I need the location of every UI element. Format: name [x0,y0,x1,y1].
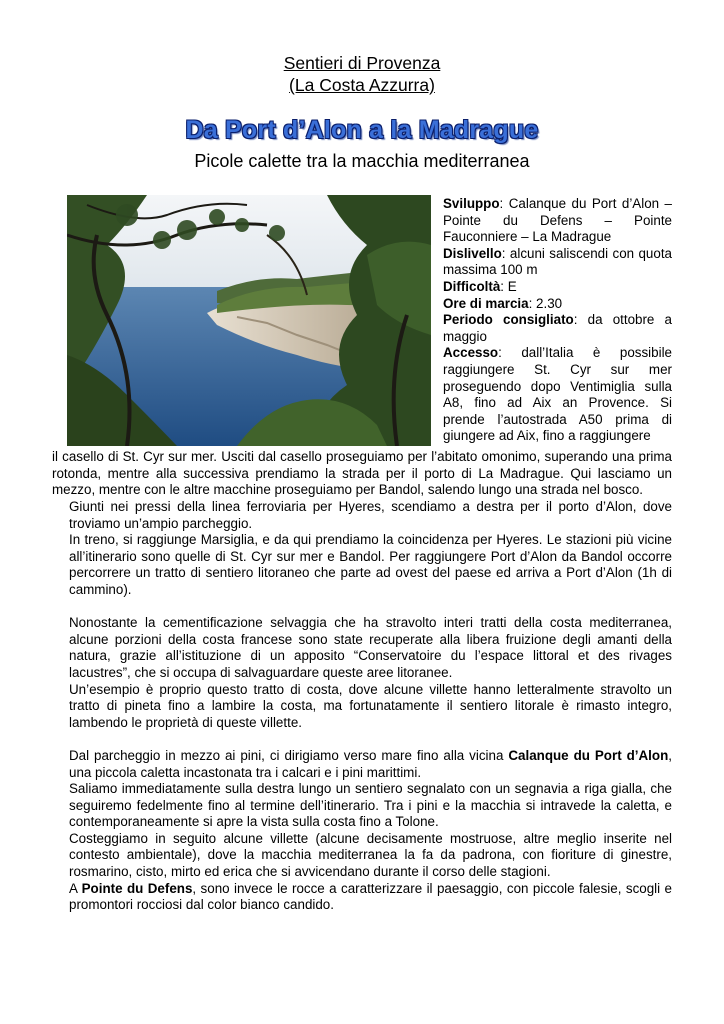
info-dislivello [443,246,672,279]
body-flow [69,499,672,914]
paragraph-gap [69,731,672,748]
calanque-text-post: , una piccola caletta incastonata tra i calcari e i pini marittimi. [69,747,672,780]
header-line-2: (La Costa Azzurra) [289,75,435,95]
page-subtitle: Picole calette tra la macchia mediterranea [194,151,530,171]
document-header [0,52,724,96]
page-title: Da Port d’Alon a la Madrague [185,116,539,144]
trail-info-panel [443,196,672,445]
coastline-photo-illustration [67,195,431,446]
info-periodo [443,312,672,345]
coastline-photo [67,195,431,446]
body-paragraph-villas: Costeggiamo in seguito alcune villette (alcune decisamente mostruose, altre meglio inserite nel contesto ambientale), dove la macchia mediterranea la fa da padrona, con fioriture di ginestre, rosmarino, cisto, mirto ed erica che si avvicendano durante il corso delle stagioni. [69,830,672,880]
info-accesso-value: : dall’Italia è possibile raggiungere St. Cyr sur mer proseguendo dopo Ventimiglia sulla A8, fino ad Aix an Provence. Si prende l’autostrada A50 prima di giungere ad Aix, fino a raggiungere [443,345,672,444]
body-paragraph-example: Un’esempio è proprio questo tratto di costa, dove alcune villette hanno letteralmente stravolto un tratto di pineta fino a lambire la costa, ma fortunatamente il sentiero litorale è rimasto integro, lambendo le proprietà di queste villette. [69,681,672,730]
info-dislivello-label: Dislivello [443,245,502,261]
info-ore [443,296,672,313]
info-dislivello-value: : alcuni saliscendi con quota massima 100 m [443,245,672,278]
info-ore-label: Ore di marcia [443,295,529,311]
info-difficolta-label: Difficoltà [443,278,501,294]
info-periodo-value: : da ottobre a maggio [443,312,673,344]
body-paragraph-access-continued: il casello di St. Cyr sur mer. Usciti dal casello proseguiamo per l’abitato omonimo, superando una prima rotonda, mentre alla successiva prendiamo la strada per il porto di La Madrague. Qui lasciamo un mezzo, mentre con le altre macchine proseguiamo per Bandol, salendo lungo una strada nel bosco. [52,449,672,498]
calanque-text-pre: Dal parcheggio in mezzo ai pini, ci dirigiamo verso mare fino alla vicina [69,747,509,763]
info-periodo-label: Periodo consigliato [443,312,574,328]
body-paragraph-conservatoire: Nonostante la cementificazione selvaggia che ha stravolto interi tratti della costa mediterranea, alcune porzioni della costa francese sono state recuperate alla libera fruizione degli amanti della natura, grazie all’istituzione di un apposito “Conservatoire du l’espace littoral et des rivages lacustres”, che si occupa di salvaguardare queste aree litoranee. [69,615,672,680]
header-line-1: Sentieri di Provenza [283,53,441,73]
calanque-name: Calanque du Port d’Alon [508,747,669,763]
info-accesso [443,345,672,445]
info-sviluppo-label: Sviluppo [443,196,500,211]
info-accesso-label: Accesso [443,345,499,361]
defens-text-post: , sono invece le rocce a caratterizzare il paesaggio, con piccole falesie, scogli e promontori rocciosi dal color bianco candido. [69,880,672,913]
paragraph-gap [69,599,672,616]
body-paragraph-trail: Saliamo immediatamente sulla destra lungo un sentiero segnalato con un segnavia a riga gialla, che seguiremo fedelmente fino al termine dell’itinerario. Tra i pini e la macchia si intravede la caletta, e contemporaneamente si apre la vista sulla costa fino a Tolone. [69,781,672,830]
info-ore-value: : 2.30 [528,295,563,311]
body-paragraph-calanque [69,748,672,781]
info-difficolta [443,279,672,296]
body-paragraph-defens [69,881,672,914]
info-sviluppo [443,196,672,246]
defens-text-pre: A [69,880,82,896]
body-paragraph-train: In treno, si raggiunge Marsiglia, e da qui prendiamo la coincidenza per Hyeres. Le stazioni più vicine all’itinerario sono quelle di St. Cyr sur mer e Bandol. Per raggiungere Port d’Alon da Bandol occorre percorrere un tratto di sentiero litoraneo che parte ad ovest del paese ed arriva a Port d’Alon (1h di cammino). [69,532,672,597]
info-difficolta-value: : E [500,278,517,294]
body-paragraph-parking: Giunti nei pressi della linea ferroviaria per Hyeres, scendiamo a destra per il porto d’Alon, dove troviamo un’ampio parcheggio. [69,499,672,531]
defens-name: Pointe du Defens [81,880,193,896]
info-sviluppo-value: : Calanque du Port d’Alon – Pointe du Defens – Pointe Fauconniere – La Madrague [443,196,672,245]
